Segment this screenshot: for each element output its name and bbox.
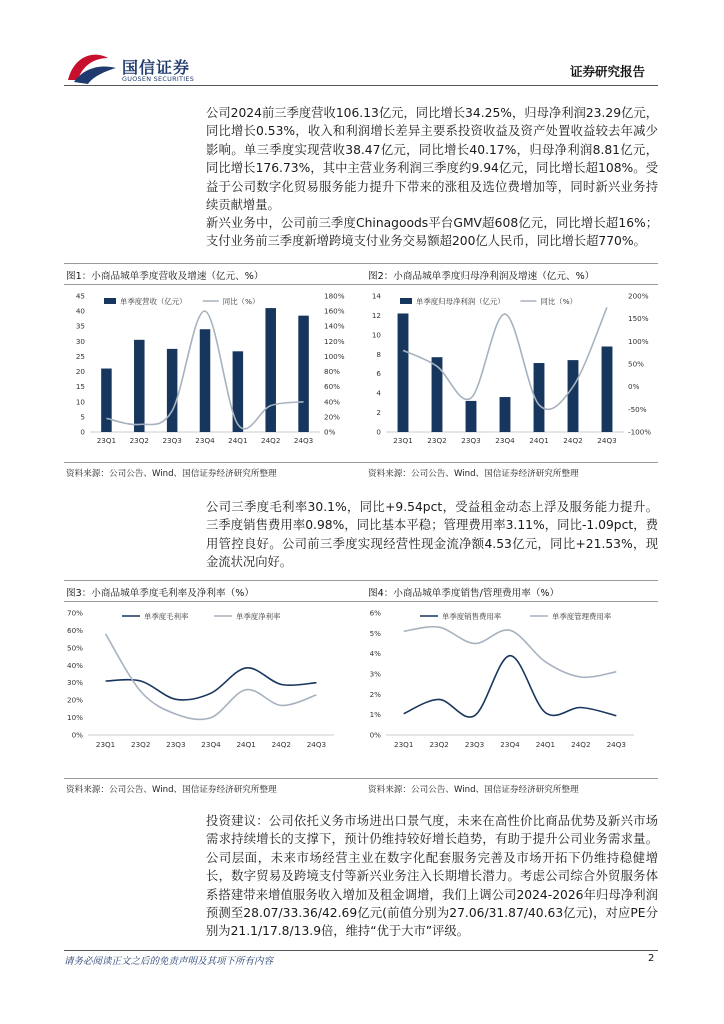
x-tick-label: 23Q3 <box>461 436 481 445</box>
logo-cn-text: 国信证券 <box>122 58 191 77</box>
x-tick-label: 23Q3 <box>464 740 485 749</box>
figure-row2-mid-rule <box>64 601 658 602</box>
y-tick-label: 10% <box>67 713 83 723</box>
y-tick-label: 0% <box>71 730 83 740</box>
figure-row2-top-rule <box>64 580 658 581</box>
x-tick-label: 23Q4 <box>500 740 520 749</box>
x-tick-label: 24Q2 <box>271 740 291 749</box>
left-tick-label: 5 <box>80 412 85 422</box>
bar <box>233 351 244 432</box>
header <box>0 0 724 90</box>
left-tick-label: 10 <box>371 330 381 340</box>
bar <box>134 340 145 432</box>
fig3-caption: 图3：小商品城单季度毛利率及净利率（%） <box>66 588 254 599</box>
fig4-chart <box>362 603 658 765</box>
x-tick-label: 23Q4 <box>495 436 515 445</box>
left-tick-label: 0 <box>376 427 381 437</box>
x-tick-label: 23Q2 <box>131 740 151 749</box>
y-tick-label: 3% <box>369 669 381 679</box>
right-tick-label: 0% <box>628 382 640 392</box>
left-tick-label: 20 <box>75 367 85 377</box>
right-tick-label: -50% <box>628 404 647 414</box>
right-tick-label: 40% <box>324 397 340 407</box>
y-tick-label: 2% <box>369 689 381 699</box>
legend-label: 单季度净利率 <box>236 612 281 621</box>
y-tick-label: 20% <box>67 695 83 705</box>
figure-row-mid-rule <box>64 284 658 285</box>
x-tick-label: 23Q1 <box>96 436 117 445</box>
x-tick-label: 23Q2 <box>427 436 447 445</box>
right-tick-label: 50% <box>628 359 644 369</box>
legend-line-label: 同比（%） <box>540 297 577 306</box>
x-tick-label: 23Q4 <box>201 740 221 749</box>
legend-label: 单季度销售费用率 <box>442 612 502 621</box>
body-paragraph-2 <box>206 214 658 251</box>
body-paragraph-1 <box>206 104 658 214</box>
right-tick-label: 160% <box>324 306 345 316</box>
fig4-source: 资料来源：公司公告、Wind、国信证券经济研究所整理 <box>368 785 579 795</box>
right-tick-label: 60% <box>324 382 340 392</box>
series-line <box>404 656 617 717</box>
bar <box>568 360 579 432</box>
x-tick-label: 23Q2 <box>429 740 449 749</box>
y-tick-label: 0% <box>369 730 381 740</box>
figure-row2-bottom-rule <box>64 778 658 779</box>
x-tick-label: 24Q1 <box>535 740 556 749</box>
page-number: 2 <box>648 953 655 964</box>
y-tick-label: 60% <box>67 625 83 635</box>
bar <box>298 316 309 432</box>
bar <box>101 369 112 432</box>
left-tick-label: 15 <box>75 382 85 392</box>
bar <box>602 347 613 432</box>
x-tick-label: 24Q1 <box>236 740 256 749</box>
paragraph-text: 公司2024前三季度营收106.13亿元，同比增长34.25%，归母净利润23.29亿元，同比增长0.53%，收入和利润增长差异主要系投资收益及资产处置收益较去年减少影响。单三季度实现营收38.47亿元，同比增长40.17%，归母净利润8.81亿元，同比增长176.73%，其中主营业务利润三季度约9.94亿元，同比增长超108%。受益于公司数字化贸易服务能力提升下带来的涨租及选位费增加等，同时新兴业务持续贡献增量。 <box>206 106 658 213</box>
right-tick-label: 0% <box>324 427 336 437</box>
left-tick-label: 25 <box>75 351 85 361</box>
legend-line-label: 同比（%） <box>222 297 260 306</box>
paragraph-text: 投资建议：公司依托义务市场进出口景气度，未来在高性价比商品优势及新兴市场需求持续增长的支撑下，预计仍维持较好增长趋势，有助于提升公司业务需求量。公司层面，未来市场经营主业在数字化配套服务完善及市场开拓下仍维持稳健增长，数字贸易及跨境支付等新兴业务注入长期增长潜力。考虑公司综合外贸服务体系搭建带来增值服务收入增加及租金调增，我们上调公司2024-2026年归母净利润预测至28.07/33.36/42.69亿元(前值分别为27.06/31.87/40.63亿元)，对应PE分别为21.1/17.8/13.9倍，维持“优于大市”评级。 <box>206 814 658 939</box>
right-tick-label: 120% <box>324 336 345 346</box>
legend-bar-label: 单季度营收（亿元） <box>120 297 187 306</box>
series-line <box>106 634 317 720</box>
left-tick-label: 40 <box>75 306 85 316</box>
bar <box>398 313 409 432</box>
bar <box>200 329 211 432</box>
fig4-caption: 图4：小商品城单季度销售/管理费用率（%） <box>368 588 560 599</box>
y-tick-label: 40% <box>67 660 83 670</box>
fig3-source: 资料来源：公司公告、Wind、国信证券经济研究所整理 <box>66 785 277 795</box>
figure-row-bottom-rule <box>64 462 658 463</box>
fig2-chart <box>362 286 658 460</box>
guosen-logo-icon <box>64 52 122 86</box>
right-tick-label: 180% <box>324 291 345 301</box>
x-tick-label: 24Q2 <box>261 436 281 445</box>
y-tick-label: 30% <box>67 678 83 688</box>
right-tick-label: -100% <box>628 427 652 437</box>
legend-label: 单季度毛利率 <box>144 612 189 621</box>
right-tick-label: 150% <box>628 314 649 324</box>
x-tick-label: 23Q4 <box>195 436 215 445</box>
fig1-source: 资料来源：公司公告、Wind、国信证券经济研究所整理 <box>66 469 277 479</box>
left-tick-label: 35 <box>75 321 85 331</box>
x-tick-label: 24Q1 <box>228 436 248 445</box>
fig2-source: 资料来源：公司公告、Wind、国信证券经济研究所整理 <box>368 469 579 479</box>
right-tick-label: 200% <box>628 291 649 301</box>
body-paragraph-3 <box>206 498 658 572</box>
x-tick-label: 23Q1 <box>393 436 413 445</box>
y-tick-label: 70% <box>67 608 83 618</box>
left-tick-label: 0 <box>80 427 85 437</box>
fig1-caption: 图1：小商品城单季度营收及增速（亿元、%） <box>66 271 264 282</box>
paragraph-text: 公司三季度毛利率30.1%，同比+9.54pct，受益租金动态上浮及服务能力提升。三季度销售费用率0.98%，同比基本平稳；管理费用率3.11%，同比-1.09pct，费用管控良好。公司前三季度实现经营性现金流净额4.53亿元，同比+21.53%，现金流状况向好。 <box>206 500 658 570</box>
legend-label: 单季度管理费用率 <box>552 612 612 621</box>
figure-row-top-rule <box>64 263 658 264</box>
footer-disclaimer: 请务必阅读正文之后的免责声明及其项下所有内容 <box>64 956 274 967</box>
right-tick-label: 20% <box>324 412 340 422</box>
x-tick-label: 23Q2 <box>129 436 149 445</box>
bar <box>265 308 276 432</box>
right-tick-label: 80% <box>324 367 340 377</box>
legend-bar-swatch <box>400 298 412 304</box>
y-tick-label: 50% <box>67 643 83 653</box>
legend-bar-swatch <box>104 298 116 304</box>
body-paragraph-4 <box>206 812 658 941</box>
y-tick-label: 5% <box>369 628 381 638</box>
x-tick-label: 23Q1 <box>95 740 116 749</box>
series-line <box>106 668 317 700</box>
left-tick-label: 10 <box>75 397 85 407</box>
bar <box>466 401 477 432</box>
y-tick-label: 1% <box>369 710 381 720</box>
x-tick-label: 24Q3 <box>293 436 314 445</box>
x-tick-label: 24Q3 <box>306 740 327 749</box>
x-tick-label: 24Q2 <box>571 740 591 749</box>
left-tick-label: 45 <box>75 291 85 301</box>
x-tick-label: 23Q3 <box>166 740 186 749</box>
fig2-caption: 图2：小商品城单季度归母净利润及增速（亿元、%） <box>368 271 595 282</box>
left-tick-label: 14 <box>371 291 381 301</box>
left-tick-label: 30 <box>75 336 85 346</box>
logo-en-text: GUOSEN SECURITIES <box>122 75 195 83</box>
fig1-chart <box>64 286 356 460</box>
y-tick-label: 6% <box>369 608 381 618</box>
left-tick-label: 12 <box>371 310 381 320</box>
bar <box>500 397 511 432</box>
bar <box>167 349 178 432</box>
left-tick-label: 8 <box>376 349 381 359</box>
bar <box>432 357 443 432</box>
left-tick-label: 6 <box>376 369 381 379</box>
report-type: 证券研究报告 <box>570 64 646 79</box>
right-tick-label: 100% <box>324 351 345 361</box>
legend-bar-label: 单季度归母净利润（亿元） <box>416 297 505 306</box>
fig3-chart <box>64 603 356 765</box>
y-tick-label: 4% <box>369 649 381 659</box>
x-tick-label: 24Q1 <box>529 436 549 445</box>
left-tick-label: 2 <box>376 408 381 418</box>
left-tick-label: 4 <box>376 388 381 398</box>
right-tick-label: 140% <box>324 321 345 331</box>
header-rule <box>64 85 658 86</box>
x-tick-label: 24Q2 <box>563 436 583 445</box>
right-tick-label: 100% <box>628 336 649 346</box>
x-tick-label: 24Q3 <box>597 436 617 445</box>
footer-rule <box>64 950 658 951</box>
paragraph-text: 新兴业务中，公司前三季度Chinagoods平台GMV超608亿元，同比增长超16%；支付业务前三季度新增跨境支付业务交易额超200亿人民币，同比增长超770%。 <box>206 216 658 249</box>
x-tick-label: 24Q3 <box>606 740 626 749</box>
x-tick-label: 23Q1 <box>394 740 414 749</box>
x-tick-label: 23Q3 <box>162 436 182 445</box>
series-line <box>404 627 617 678</box>
